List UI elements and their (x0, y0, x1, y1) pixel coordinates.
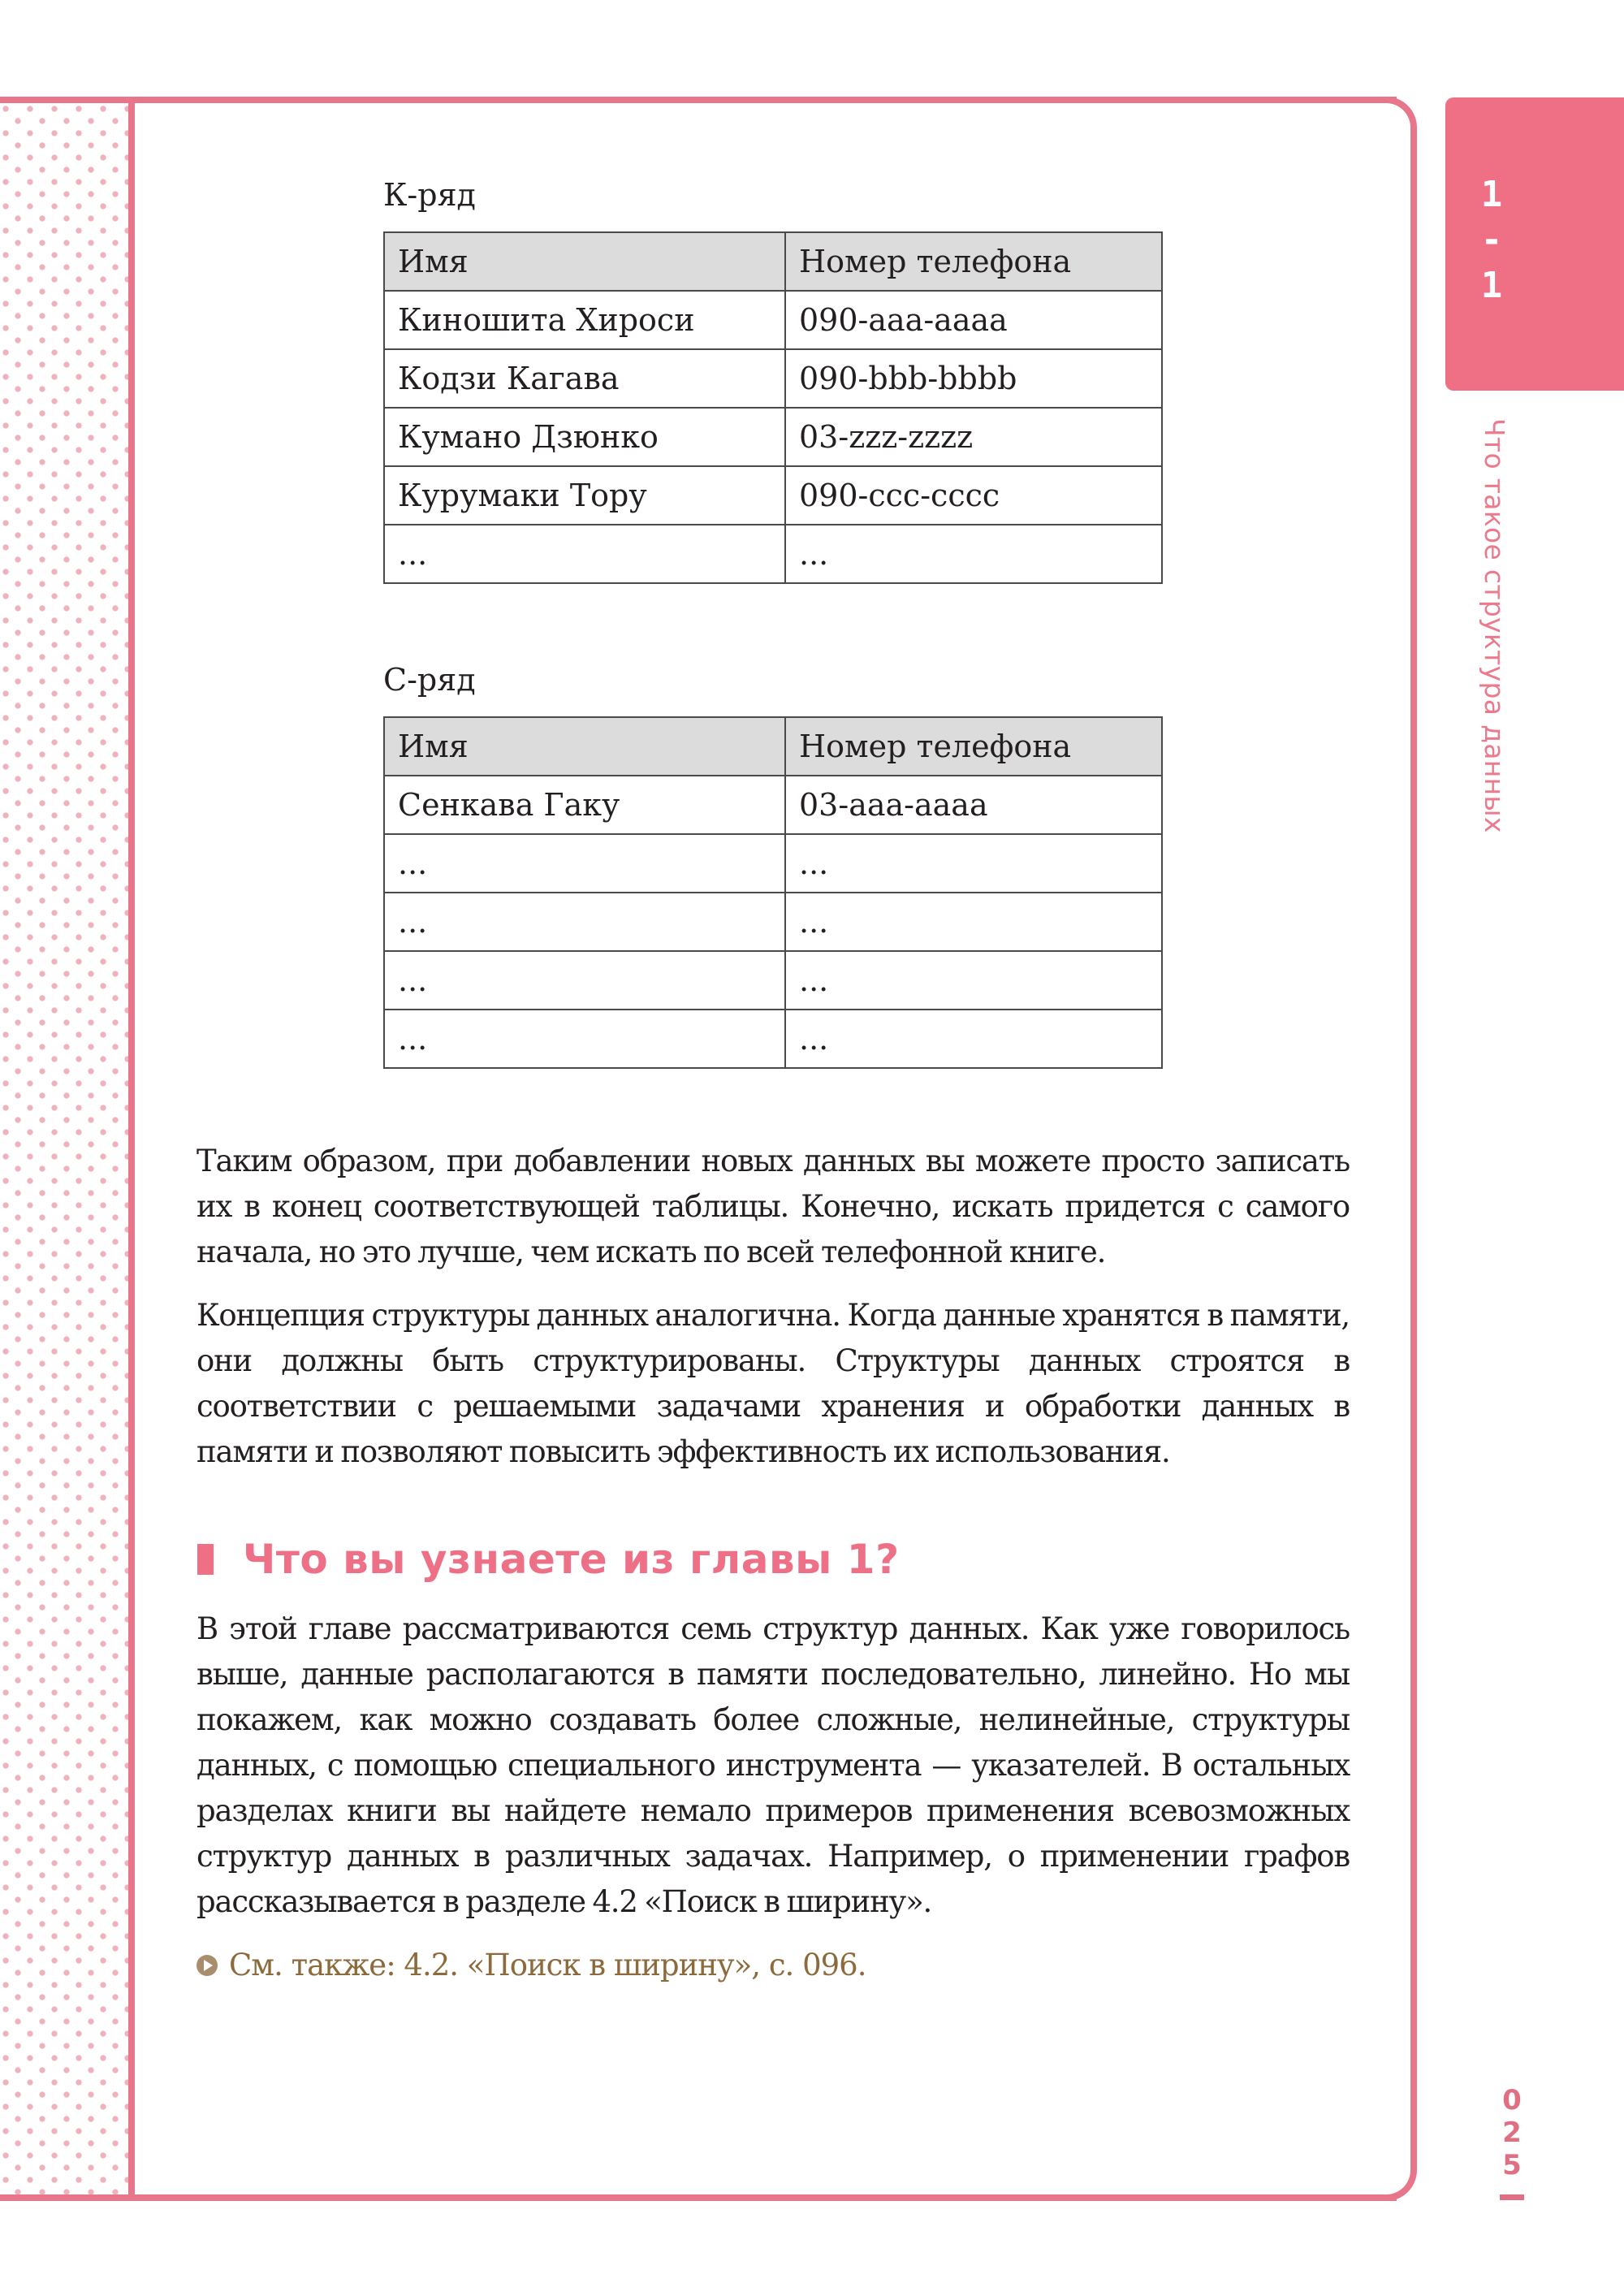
play-circle-icon (197, 1955, 218, 1976)
table-header-row (384, 232, 1162, 291)
table-row (384, 466, 1162, 525)
table-row (384, 1010, 1162, 1068)
column-header-phone: Номер телефона (785, 232, 1162, 291)
frame-left-border (128, 97, 135, 2201)
column-header-name: Имя (384, 232, 785, 291)
section-number-minor: 1 (1480, 265, 1503, 306)
frame-top-border (0, 97, 1397, 103)
table-row (384, 408, 1162, 466)
table-header-row (384, 717, 1162, 776)
frame-bottom-border (0, 2194, 1397, 2201)
paragraph-append-data: Таким образом, при добавлении новых данных вы можете просто записать их в конец соответствующей таблицы. Конечно, искать придется с самого начала, но это лучше, чем искать по всей телефонной книге. (197, 1144, 1350, 1269)
cell-name: Кумано Дзюнко (384, 408, 785, 466)
dotted-margin-pattern (0, 103, 130, 2196)
page-number (1496, 2084, 1528, 2181)
cell-name: Сенкава Гаку (384, 776, 785, 834)
cell-name: ... (384, 951, 785, 1010)
cell-phone: 090-ccc-cccc (785, 466, 1162, 525)
section-heading-text: Что вы узнаете из главы 1? (243, 1536, 900, 1583)
cell-name: ... (384, 893, 785, 951)
cell-phone: ... (785, 1010, 1162, 1068)
table-row (384, 291, 1162, 349)
paragraph-chapter-overview: В этой главе рассматриваются семь структур данных. Как уже говорилось выше, данные располагаются в памяти последовательно, линейно. Но мы покажем, как можно создавать более сложные, нелинейные, структуры данных, с помощью специального инструмента — указателей. В остальных разделах книги вы найдете немало примеров применения всевозможных структур данных в различных задачах. Например, о применении графов рассказывается в разделе 4.2 «Поиск в ширину». (197, 1611, 1350, 1919)
cell-name: ... (384, 525, 785, 583)
running-chapter-title: Что такое структура данных (1479, 418, 1510, 833)
paragraph-data-structure-concept: Концепция структуры данных аналогична. Когда данные хранятся в памяти, они должны быть структурированы. Структуры данных строятся в соответствии с решаемыми задачами хранения и обработки данных в памяти и позволяют повысить эффективность их использования. (197, 1298, 1350, 1469)
table-caption-k: К-ряд (383, 177, 476, 213)
table-row (384, 893, 1162, 951)
cell-phone: ... (785, 834, 1162, 893)
table-row (384, 951, 1162, 1010)
cell-name: ... (384, 1010, 785, 1068)
cell-name: ... (384, 834, 785, 893)
section-number-separator: - (1480, 219, 1503, 261)
page-number-bar (1500, 2194, 1524, 2200)
see-also-text: См. также: 4.2. «Поиск в ширину», с. 096. (229, 1948, 866, 1983)
cell-phone: ... (785, 893, 1162, 951)
see-also-link[interactable] (197, 1948, 866, 1983)
cell-phone: 03-aaa-aaaa (785, 776, 1162, 834)
page-number-text: 025 (1496, 2084, 1528, 2181)
cell-phone: ... (785, 951, 1162, 1010)
table-row (384, 834, 1162, 893)
cell-name: Киношита Хироси (384, 291, 785, 349)
phone-table-c (383, 716, 1163, 1069)
section-heading (197, 1527, 900, 1592)
table-row (384, 776, 1162, 834)
column-header-phone: Номер телефона (785, 717, 1162, 776)
cell-phone: 090-bbb-bbbb (785, 349, 1162, 408)
table-caption-c: С-ряд (383, 662, 476, 698)
cell-phone: ... (785, 525, 1162, 583)
phone-table-k (383, 231, 1163, 584)
heading-bullet-icon (197, 1544, 214, 1575)
table-row (384, 349, 1162, 408)
section-number (1471, 172, 1512, 309)
cell-name: Курумаки Тору (384, 466, 785, 525)
cell-name: Кодзи Кагава (384, 349, 785, 408)
table-row (384, 525, 1162, 583)
cell-phone: 03-zzz-zzzz (785, 408, 1162, 466)
column-header-name: Имя (384, 717, 785, 776)
cell-phone: 090-aaa-aaaa (785, 291, 1162, 349)
section-number-major: 1 (1480, 174, 1503, 215)
